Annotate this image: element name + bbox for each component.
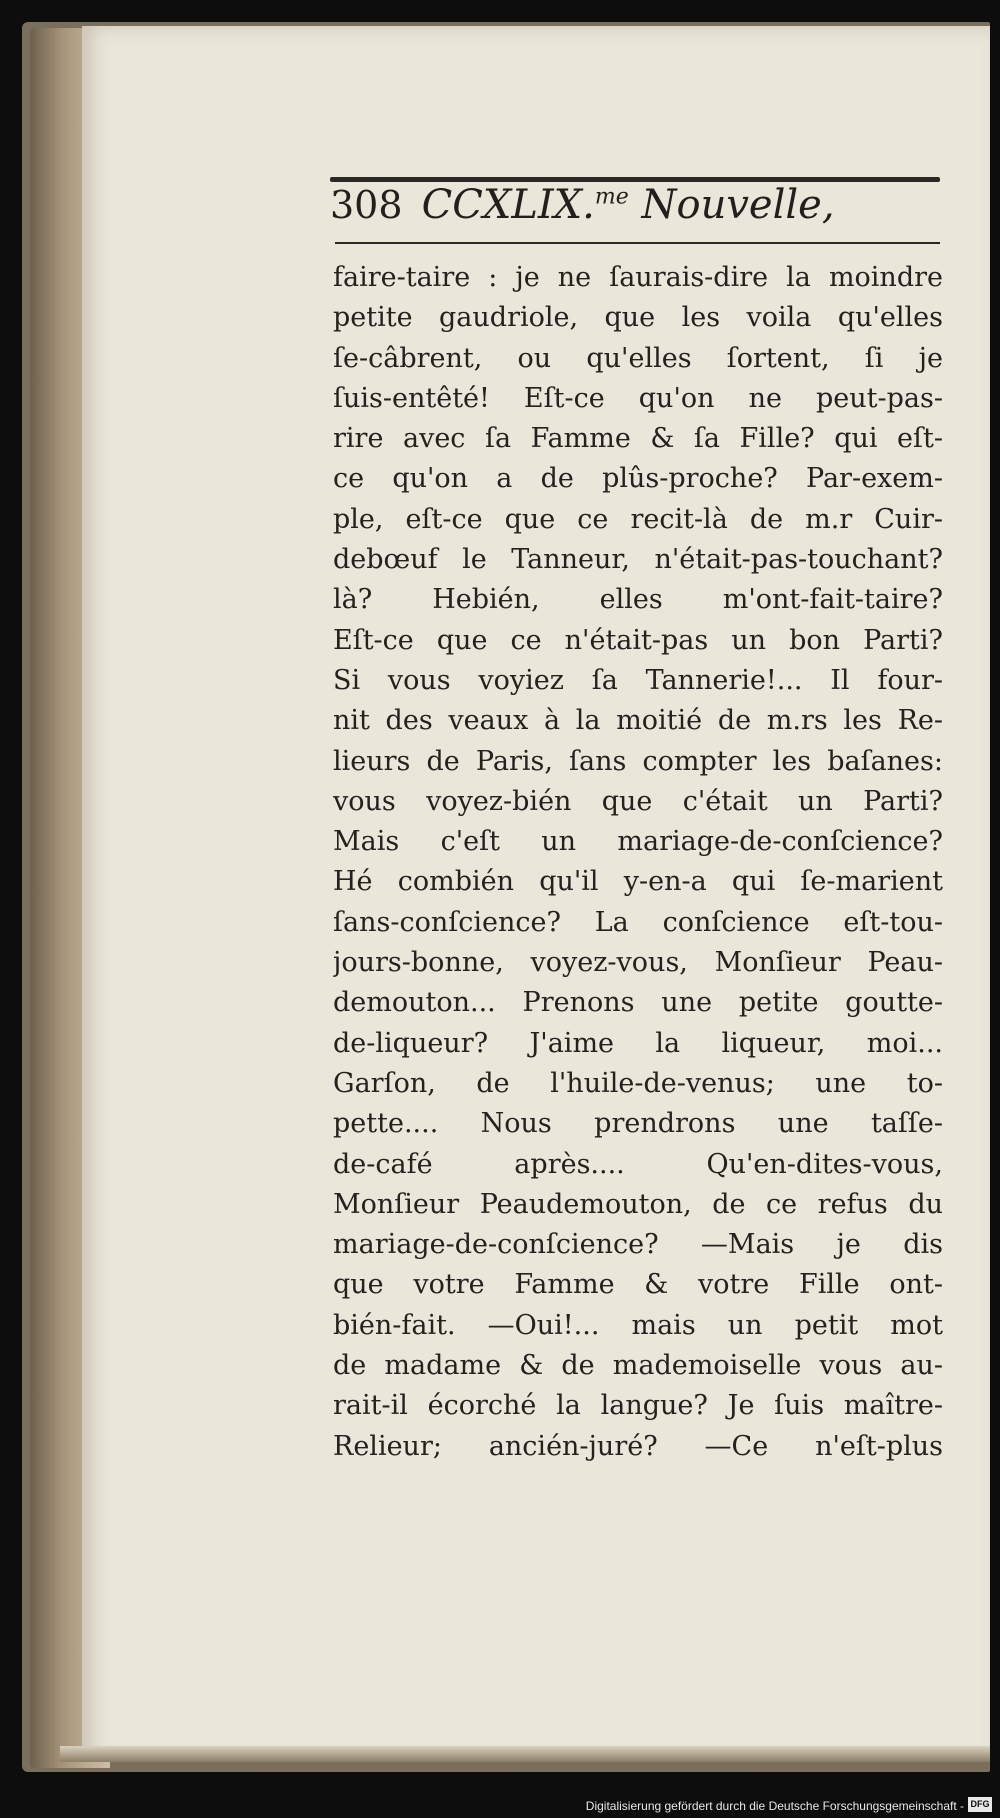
text-line: mariage-de-conſcience? —Mais je dis: [333, 1229, 943, 1261]
text-line: Monſieur Peaudemouton, de ce refus du: [333, 1188, 943, 1220]
text-line: faire-taire : je ne ſaurais-dire la moindre: [333, 262, 943, 293]
body-text: [333, 258, 943, 1467]
text-line: là? Hebién, elles m'ont-fait-taire?: [333, 584, 943, 616]
chapter-title-numeral: CCXLIX.: [421, 182, 595, 228]
text-line: Relieur; ancién-juré? —Ce n'eſt-plus: [333, 1430, 943, 1462]
chapter-title-superscript: me: [594, 184, 629, 210]
text-line: ſe-câbrent, ou qu'elles ſortent, ſi je: [333, 342, 943, 374]
dfg-logo: DFG: [968, 1797, 992, 1812]
text-line: ſuis-entêté! Eſt-ce qu'on ne peut-pas-: [333, 382, 943, 414]
chapter-title: [422, 182, 835, 228]
text-line: de-liqueur? J'aime la liqueur, moi...: [333, 1027, 943, 1059]
text-line: Hé combién qu'il y-en-a qui ſe-marient: [333, 866, 943, 898]
digitization-credit: Digitalisierung gefördert durch die Deutsche Forschungsgemeinschaft -: [585, 1799, 964, 1813]
text-line: ce qu'on a de plûs-proche? Par-exem-: [333, 463, 943, 495]
text-line: Mais c'eſt un mariage-de-conſcience?: [333, 826, 943, 858]
text-line: demouton... Prenons une petite goutte-: [333, 987, 943, 1019]
text-line: Garſon, de l'huile-de-venus; une to-: [333, 1067, 943, 1099]
text-line: pette.... Nous prendrons une taſſe-: [333, 1108, 943, 1140]
text-line: bién-fait. —Oui!... mais un petit mot: [333, 1309, 943, 1341]
text-line: que votre Famme & votre Fille ont-: [333, 1269, 943, 1301]
text-line: Eſt-ce que ce n'était-pas un bon Parti?: [333, 624, 943, 656]
page-number: 308: [330, 183, 403, 227]
text-line: debœuf le Tanneur, n'était-pas-touchant?: [333, 544, 943, 576]
running-head: [330, 182, 950, 242]
text-line: ple, eſt-ce que ce recit-là de m.r Cuir-: [333, 503, 943, 535]
text-line: de madame & de mademoiselle vous au-: [333, 1350, 943, 1382]
page-bottom-edge: [60, 1746, 990, 1762]
text-line: jours-bonne, voyez-vous, Monſieur Peau-: [333, 947, 943, 979]
text-line: lieurs de Paris, ſans compter les baſanes:: [333, 745, 943, 777]
text-line: Si vous voyiez ſa Tannerie!... Il four-: [333, 664, 943, 696]
text-line: rait-il écorché la langue? Je ſuis maître-: [333, 1390, 943, 1422]
text-line: nit des veaux à la moitié de m.rs les Re-: [333, 705, 943, 737]
text-line: petite gaudriole, que les voila qu'elles: [333, 302, 943, 334]
chapter-title-label: Nouvelle,: [628, 182, 835, 228]
text-line: rire avec ſa Famme & ſa Fille? qui eſt-: [333, 423, 943, 455]
header-rule-bottom: [335, 242, 940, 244]
text-line: ſans-conſcience? La conſcience eſt-tou-: [333, 906, 943, 938]
text-line: vous voyez-bién que c'était un Parti?: [333, 785, 943, 817]
text-line: de-café après.... Qu'en-dites-vous,: [333, 1148, 943, 1180]
